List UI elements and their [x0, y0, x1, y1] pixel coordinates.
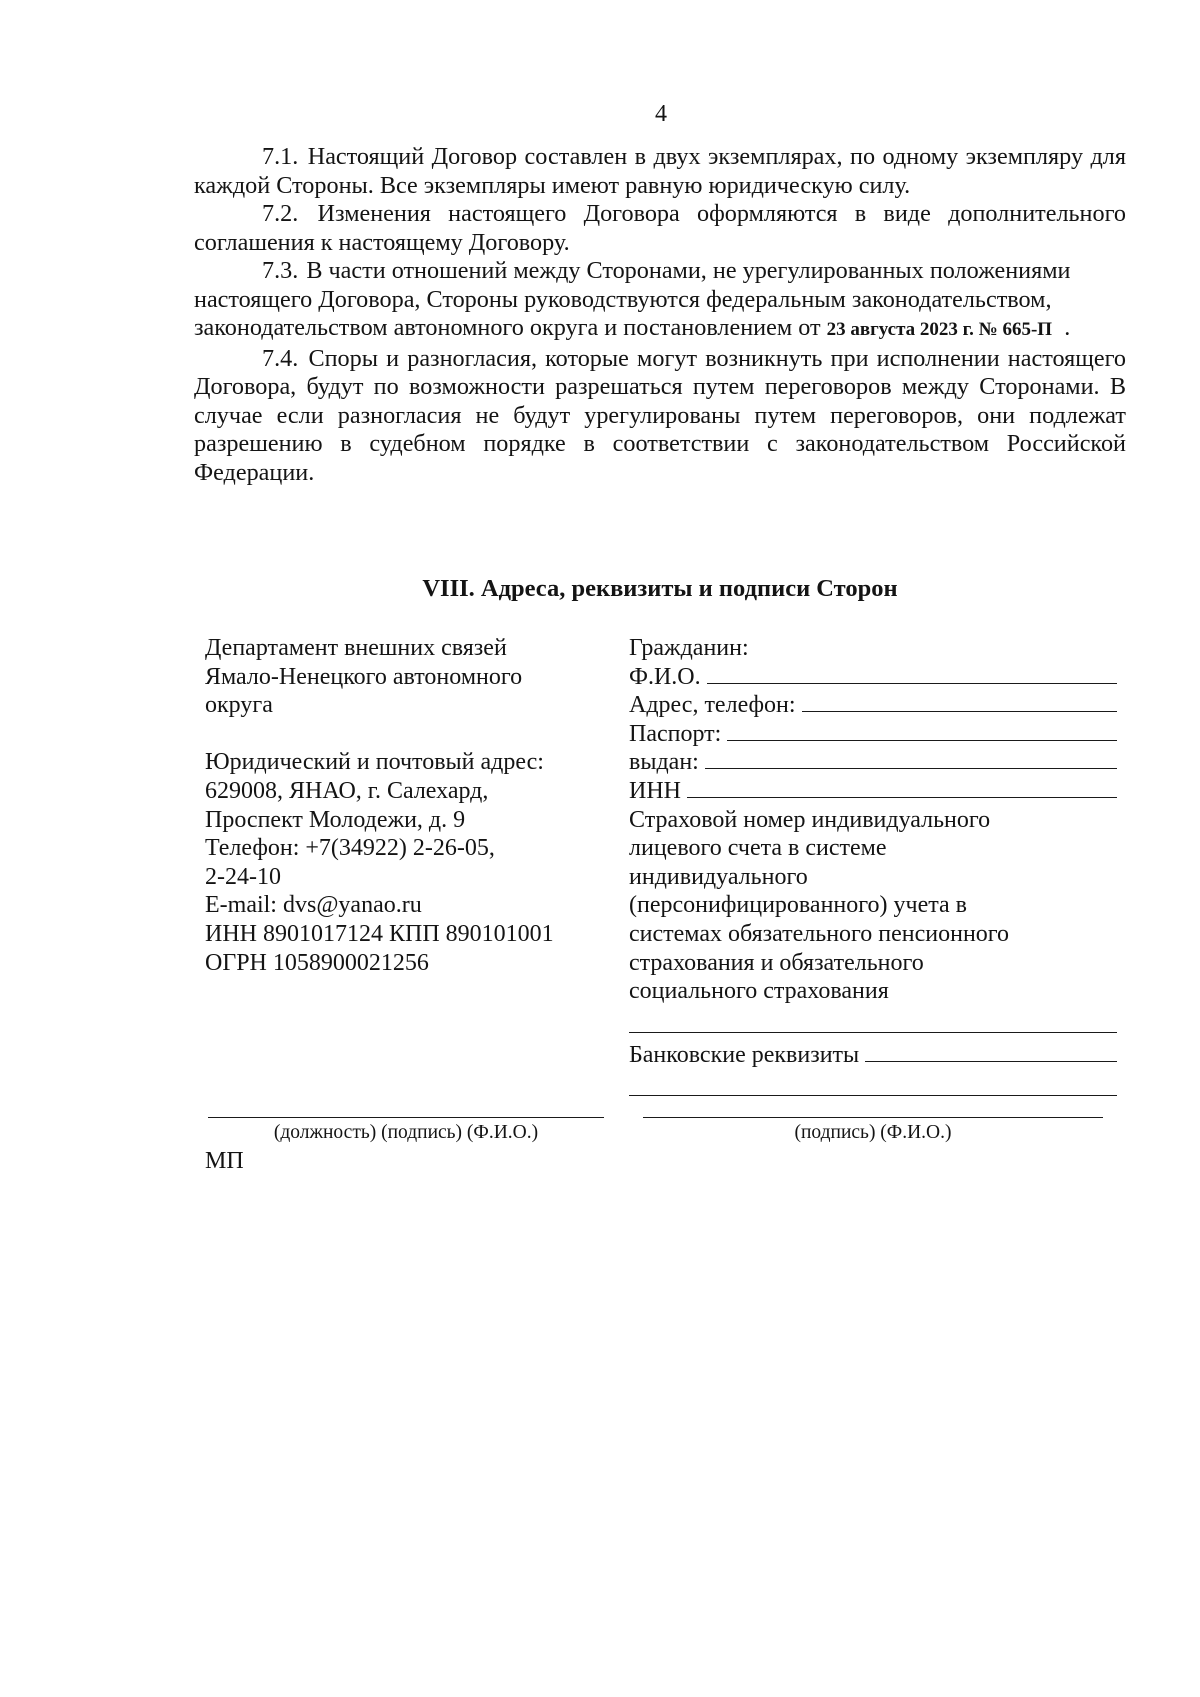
- passport-blank-line: [727, 720, 1117, 741]
- snils-line: страхования и обязательного: [629, 949, 924, 976]
- clause-7-2: [194, 200, 1126, 257]
- contract-clauses: [194, 143, 1126, 487]
- department-signature-caption: (должность) (подпись) (Ф.И.О.): [273, 1122, 539, 1143]
- fio-field: [629, 663, 1117, 692]
- phone-line: 2-24-10: [205, 863, 281, 890]
- department-name-line: округа: [205, 692, 273, 719]
- spacer: [205, 720, 615, 749]
- fio-label: Ф.И.О.: [629, 663, 701, 690]
- snils-line: системах обязательного пенсионного: [629, 920, 1010, 947]
- address-label: Юридический и почтовый адрес:: [205, 749, 544, 776]
- section-heading: VIII. Адреса, реквизиты и подписи Сторон: [422, 575, 898, 602]
- fio-blank-line: [707, 663, 1117, 684]
- issued-field: [629, 748, 1117, 777]
- clause-7-4: [194, 345, 1126, 488]
- department-name-line: Ямало-Ненецкого автономного: [205, 663, 523, 690]
- bank-details-label: Банковские реквизиты: [629, 1041, 860, 1068]
- clause-number: 7.2.: [262, 200, 299, 227]
- passport-label: Паспорт:: [629, 720, 722, 747]
- clause-7-1: [194, 143, 1126, 200]
- page-number: 4: [655, 101, 667, 127]
- snils-line: лицевого счета в системе: [629, 835, 887, 862]
- clause-text: Настоящий Договор составлен в двух экземплярах, по одному экземпляру для каждой Стороны. Все экземпляры имеют равную юридическую силу.: [194, 143, 1126, 199]
- stamp-place-label: МП: [205, 1148, 244, 1174]
- citizen-signature-caption: (подпись) (Ф.И.О.): [794, 1122, 952, 1143]
- citizen-title: Гражданин:: [629, 635, 749, 661]
- snils-blank-line: [629, 1010, 1117, 1033]
- address-phone-field: [629, 691, 1117, 720]
- clause-text: Изменения настоящего Договора оформляются в виде дополнительного соглашения к настоящему Договору.: [194, 200, 1127, 256]
- citizen-details: [629, 634, 1117, 1096]
- citizen-signature-line: [643, 1117, 1103, 1118]
- resolution-date-reference: 23 августа 2023 г. № 665-П: [826, 319, 1053, 340]
- inn-label: ИНН: [629, 777, 681, 804]
- snils-line: Страховой номер индивидуального: [629, 806, 991, 833]
- clause-text: В части отношений между Сторонами, не урегулированных положениями настоящего Договора, Стороны руководствуются федеральным законодательством, законодательством автономного округа и постановлением от: [194, 257, 1071, 341]
- clause-number: 7.1.: [262, 143, 299, 170]
- clause-7-3: [194, 257, 1126, 345]
- department-name-line: Департамент внешних связей: [205, 635, 507, 661]
- clause-number: 7.4.: [262, 344, 299, 372]
- bank-details-extra-line: [629, 1073, 1117, 1096]
- ogrn-line: ОГРН 1058900021256: [205, 949, 429, 976]
- issued-blank-line: [705, 748, 1117, 769]
- clause-text: Споры и разногласия, которые могут возникнуть при исполнении настоящего Договора, будут по возможности разрешаться путем переговоров между Сторонами. В случае если разногласия не будут урегулированы путем переговоров, они подлежат разрешению в судебном порядке в соответствии с законодательством Российской Федерации.: [194, 344, 1127, 486]
- clause-number: 7.3.: [262, 257, 299, 284]
- address-line: Проспект Молодежи, д. 9: [205, 806, 466, 833]
- snils-line: социального страхования: [629, 978, 889, 1005]
- bank-details-blank-line: [865, 1041, 1117, 1062]
- bank-details-field: [629, 1041, 1117, 1070]
- department-details: [205, 634, 615, 977]
- phone-line: Телефон: +7(34922) 2-26-05,: [205, 835, 495, 862]
- snils-line: индивидуального: [629, 863, 808, 890]
- inn-blank-line: [687, 777, 1117, 798]
- snils-line: (персонифицированного) учета в: [629, 892, 967, 919]
- email-line: E-mail: dvs@yanao.ru: [205, 892, 422, 919]
- clause-end-period: .: [1064, 314, 1071, 341]
- address-phone-label: Адрес, телефон:: [629, 692, 796, 719]
- inn-kpp-line: ИНН 8901017124 КПП 890101001: [205, 920, 554, 947]
- inn-field: [629, 777, 1117, 806]
- address-phone-blank-line: [802, 691, 1117, 712]
- issued-label: выдан:: [629, 749, 699, 776]
- passport-field: [629, 720, 1117, 749]
- department-signature-line: [208, 1117, 604, 1118]
- address-line: 629008, ЯНАО, г. Салехард,: [205, 777, 489, 804]
